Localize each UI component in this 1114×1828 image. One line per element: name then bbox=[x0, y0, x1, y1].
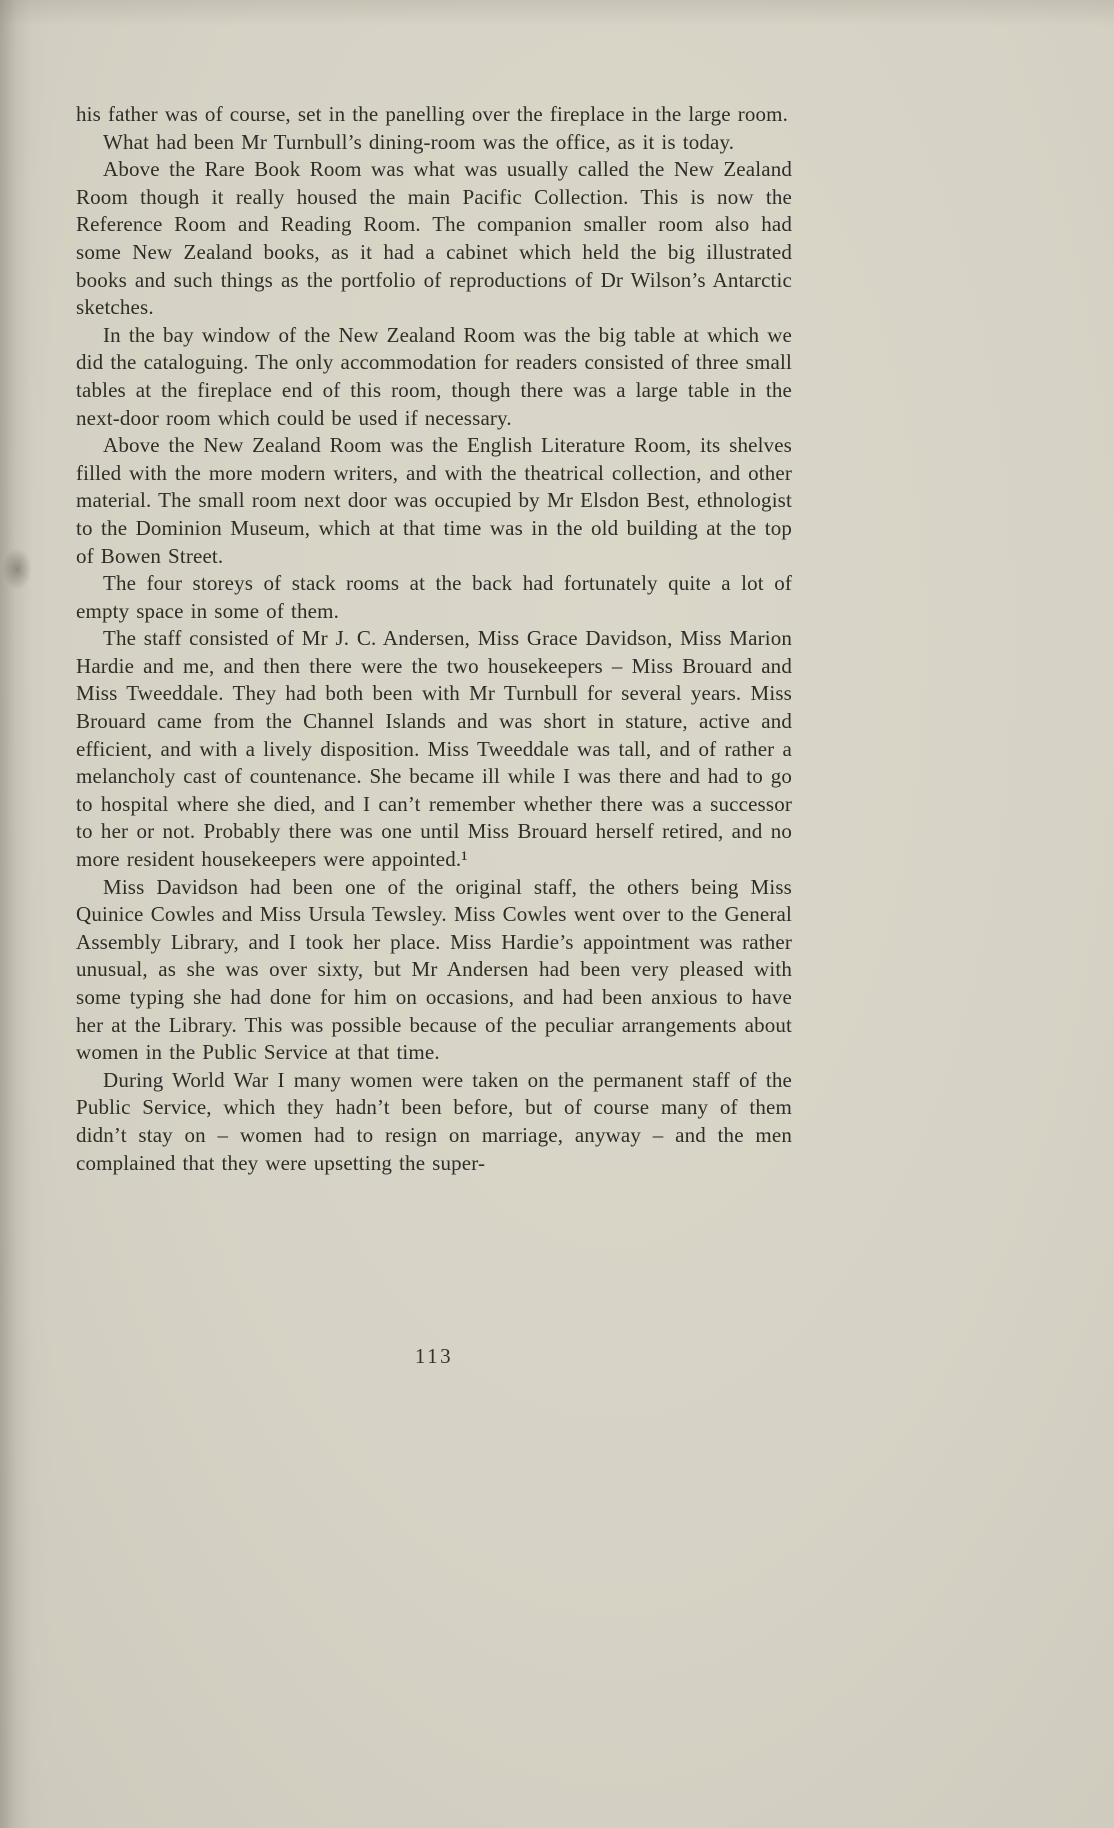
body-text bbox=[76, 101, 792, 1177]
paragraph: The four storeys of stack rooms at the back had fortunately quite a lot of empty space in some of them. bbox=[76, 571, 792, 623]
paragraph: Above the New Zealand Room was the English Literature Room, its shelves filled with the more modern writers, and with the theatrical collection, and other material. The small room next door was occupied by Mr Elsdon Best, ethnologist to the Dominion Museum, which at that time was in the old building at the top of Bowen Street. bbox=[76, 433, 792, 568]
scan-artifact bbox=[2, 548, 32, 590]
paragraph: During World War I many women were taken on the permanent staff of the Public Service, which they hadn’t been before, but of course many of them didn’t stay on – women had to resign on marriage, anyway – and the men complained that they were upsetting the super- bbox=[76, 1067, 792, 1175]
paragraph: What had been Mr Turnbull’s dining-room was the office, as it is today. bbox=[103, 129, 735, 154]
page-number: 113 bbox=[414, 1344, 454, 1368]
paragraph: In the bay window of the New Zealand Room was the big table at which we did the cataloguing. The only accommodation for readers consisted of three small tables at the fireplace end of this room, though there was a large table in the next-door room which could be used if necessary. bbox=[76, 322, 792, 430]
paragraph: Above the Rare Book Room was what was usually called the New Zealand Room though it really housed the main Pacific Collection. This is now the Reference Room and Reading Room. The companion smaller room also had some New Zealand books, as it had a cabinet which held the big illustrated books and such things as the portfolio of reproductions of Dr Wilson’s Antarctic sketches. bbox=[76, 157, 792, 320]
page-gutter-shadow bbox=[0, 0, 52, 1828]
paragraph: The staff consisted of Mr J. C. Andersen, Miss Grace Davidson, Miss Marion Hardie and me, and then there were the two housekeepers – Miss Brouard and Miss Tweeddale. They had both been with Mr Turnbull for several years. Miss Brouard came from the Channel Islands and was short in stature, active and efficient, and with a lively disposition. Miss Tweeddale was tall, and of rather a melancholy cast of countenance. She became ill while I was there and had to go to hospital where she died, and I can’t remember whether there was a successor to her or not. Probably there was one until Miss Brouard herself retired, and no more resident housekeepers were appointed.¹ bbox=[76, 626, 792, 872]
paragraph: his father was of course, set in the panelling over the fireplace in the large room. bbox=[76, 102, 789, 126]
page-top-shadow bbox=[0, 0, 1114, 26]
paragraph: Miss Davidson had been one of the original staff, the others being Miss Quinice Cowles and Miss Ursula Tewsley. Miss Cowles went over to the General Assembly Library, and I took her place. Miss Hardie’s appointment was rather unusual, as she was over sixty, but Mr Andersen had been very pleased with some typing she had done for him on occasions, and had been anxious to have her at the Library. This was possible because of the peculiar arrangements about women in the Public Service at that time. bbox=[76, 874, 792, 1065]
